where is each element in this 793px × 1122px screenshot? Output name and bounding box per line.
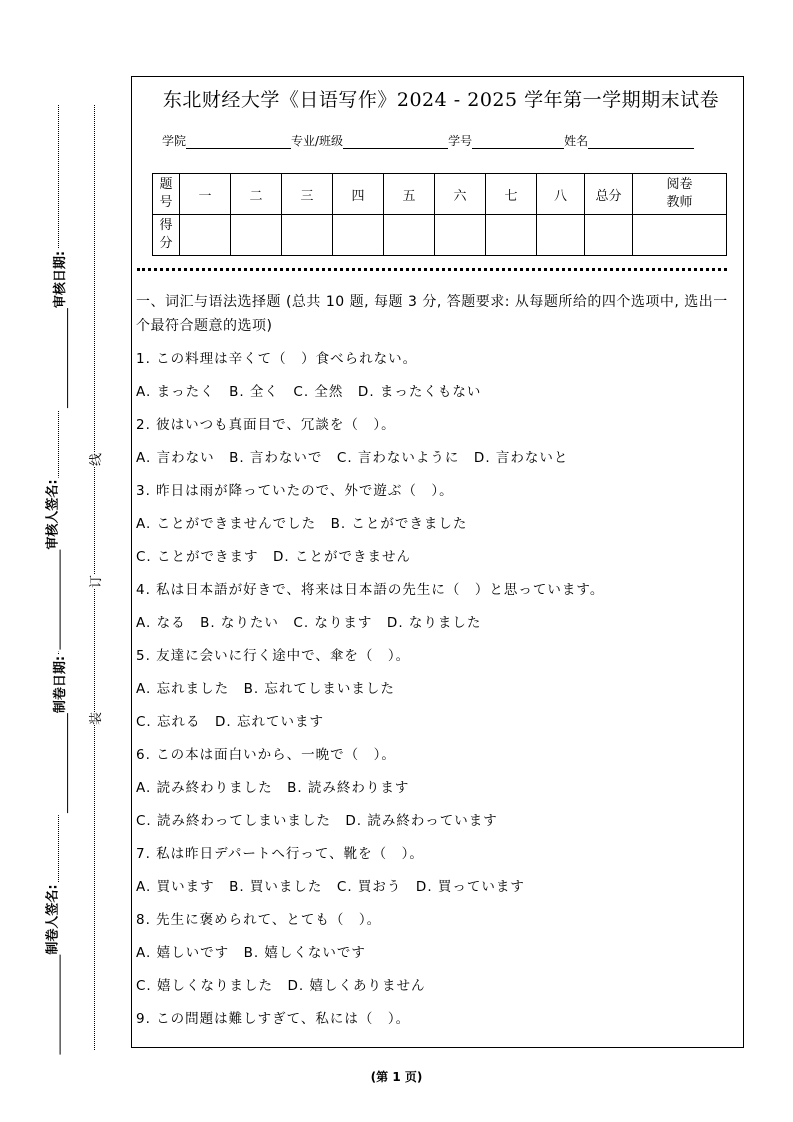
score-cell[interactable] [180,215,231,256]
question-line: C. ことができます D. ことができません [136,549,411,565]
score-col: 六 [435,174,486,215]
student-id-field[interactable] [472,135,564,149]
question-line: 4. 私は日本語が好きで、将来は日本語の先生に（ ）と思っています。 [136,582,605,598]
question-line: A. 嬉しいです B. 嬉しくないです [136,945,366,961]
major-label: 专业/班级 [291,134,344,148]
score-col-grader: 阅卷 教师 [633,174,727,215]
question-line: 8. 先生に褒められて、とても（ ）。 [136,912,382,928]
section-heading: 一、词汇与语法选择题 (总共 10 题, 每题 3 分, 答题要求: 从每题所给的四个选项中, 选出一个最符合题意的选项) [136,294,728,334]
score-col: 三 [282,174,333,215]
line-mark: 线 [83,453,106,466]
maker-date-field[interactable] [49,654,68,815]
score-cell[interactable] [435,215,486,256]
name-field[interactable] [588,135,694,149]
question-line: C. 嬉しくなりました D. 嬉しくありません [136,978,426,994]
bind-mark: 装 [83,712,106,725]
score-col: 一 [180,174,231,215]
row-head-question: 题 号 [153,174,180,215]
student-info-row [162,132,694,149]
exam-title: 东北财经大学《日语写作》2024 - 2025 学年第一学期期末试卷 [162,89,720,111]
row-head-score: 得 分 [153,215,180,256]
reviewer-sign-field[interactable] [42,477,61,651]
score-table-header-row [153,174,727,215]
score-col: 七 [486,174,537,215]
question-line: A. 買います B. 買いました C. 買おう D. 買っています [136,879,525,895]
question-line: A. なる B. なりたい C. なります D. なりました [136,615,482,631]
score-col-total: 总分 [585,174,633,215]
question-line: 7. 私は昨日デパートへ行って、靴を（ ）。 [136,846,424,862]
question-line: A. まったく B. 全く C. 全然 D. まったくもない [136,384,482,400]
staple-mark: 订 [83,575,106,588]
question-line: 9. この問題は難しすぎて、私には（ ）。 [136,1011,411,1027]
maker-sign-label: 制卷人签名: [45,884,61,955]
college-field[interactable] [186,135,291,149]
question-line: C. 忘れる D. 忘れています [136,714,324,730]
question-line: A. ことができませんでした B. ことができました [136,516,468,532]
score-col: 二 [231,174,282,215]
binding-margin [6,95,121,1050]
score-table [152,173,727,256]
reviewer-date-label: 审核日期: [53,250,69,309]
score-col: 四 [333,174,384,215]
score-cell[interactable] [231,215,282,256]
college-label: 学院 [162,134,187,148]
reviewer-date-field[interactable] [49,249,68,410]
question-line: A. 読み終わりました B. 読み終わります [136,780,410,796]
score-col: 五 [384,174,435,215]
question-line: 1. この料理は辛くて（ ）食べられない。 [136,351,418,367]
name-label: 姓名 [564,134,589,148]
question-line: 5. 友達に会いに行く途中で、傘を（ ）。 [136,648,411,664]
maker-date-label: 制卷日期: [53,655,69,714]
question-line: 2. 彼はいつも真面目で、冗談を（ ）。 [136,417,396,433]
question-line: C. 読み終わってしまいました D. 読み終わっています [136,813,498,829]
exam-paper [131,76,744,1048]
question-line: 3. 昨日は雨が降っていたので、外で遊ぶ（ ）。 [136,483,454,499]
score-cell[interactable] [282,215,333,256]
dotted-divider [137,268,727,271]
major-field[interactable] [343,135,448,149]
score-cell[interactable] [486,215,537,256]
score-cell[interactable] [384,215,435,256]
reviewer-sign-label: 审核人签名: [45,479,61,550]
question-line: A. 忘れました B. 忘れてしまいました [136,681,395,697]
score-col: 八 [537,174,585,215]
score-cell[interactable] [333,215,384,256]
score-cell[interactable] [537,215,585,256]
score-table-score-row [153,215,727,256]
score-cell-total[interactable] [585,215,633,256]
page-number: (第 1 页) [370,1070,423,1084]
score-cell-grader[interactable] [633,215,727,256]
maker-sign-field[interactable] [42,882,61,1056]
question-line: 6. この本は面白いから、一晩で（ ）。 [136,747,396,763]
student-id-label: 学号 [448,134,473,148]
question-line: A. 言わない B. 言わないで C. 言わないように D. 言わないと [136,450,569,466]
